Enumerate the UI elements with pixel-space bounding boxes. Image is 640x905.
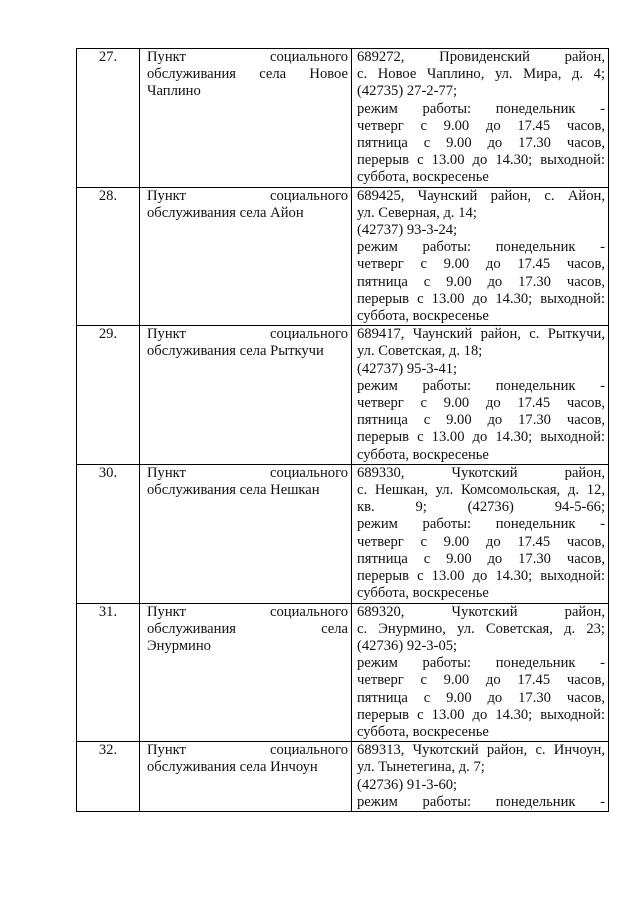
address-line: 689313, Чукотский район, с. Инчоун, (357, 742, 605, 759)
row-number: 32. (77, 742, 140, 812)
table-row (77, 49, 609, 188)
row-number: 30. (77, 464, 140, 603)
address-and-schedule (352, 742, 609, 812)
service-point-name (140, 187, 352, 326)
address-line: (42736) 91-3-60; (357, 776, 458, 793)
name-line: Пункт социального (147, 603, 348, 620)
name-line: обслуживания села Нешкан (147, 482, 320, 499)
name-line: Пункт социального (147, 326, 348, 343)
address-and-schedule (352, 603, 609, 742)
row-number: 28. (77, 187, 140, 326)
address-line: четверг с 9.00 до 17.45 часов, (357, 672, 605, 689)
address-line: (42735) 27-2-77; (357, 83, 458, 100)
address-line: четверг с 9.00 до 17.45 часов, (357, 395, 605, 412)
address-line: (42736) 92-3-05; (357, 637, 458, 654)
table-row (77, 187, 609, 326)
row-number: 31. (77, 603, 140, 742)
address-line: режим работы: понедельник - (357, 516, 605, 533)
address-line: с. Энурмино, ул. Советская, д. 23; (357, 620, 605, 637)
address-line: четверг с 9.00 до 17.45 часов, (357, 533, 605, 550)
address-line: суббота, воскресенье (357, 169, 489, 186)
name-line: обслуживания села Инчоун (147, 759, 318, 776)
address-and-schedule (352, 464, 609, 603)
name-line: Пункт социального (147, 742, 348, 759)
table-row (77, 326, 609, 465)
address-line: четверг с 9.00 до 17.45 часов, (357, 117, 605, 134)
address-line: четверг с 9.00 до 17.45 часов, (357, 256, 605, 273)
address-line: пятница с 9.00 до 17.30 часов, (357, 273, 605, 290)
service-point-name (140, 464, 352, 603)
row-number: 29. (77, 326, 140, 465)
address-line: ул. Северная, д. 14; (357, 204, 477, 221)
address-line: пятница с 9.00 до 17.30 часов, (357, 412, 605, 429)
address-and-schedule (352, 187, 609, 326)
address-line: кв. 9; (42736) 94-5-66; (357, 499, 605, 516)
address-line: перерыв с 13.00 до 14.30; выходной: (357, 706, 605, 723)
name-line: обслуживания села Новое (147, 66, 348, 83)
service-point-name (140, 742, 352, 812)
table-row (77, 742, 609, 812)
table-body (77, 49, 609, 812)
table-row (77, 464, 609, 603)
address-and-schedule (352, 49, 609, 188)
address-line: 689425, Чаунский район, с. Айон, (357, 187, 605, 204)
service-point-name (140, 49, 352, 188)
address-line: суббота, воскресенье (357, 446, 489, 463)
address-line: ул. Советская, д. 18; (357, 343, 483, 360)
service-point-name (140, 603, 352, 742)
table-row (77, 603, 609, 742)
address-line: 689320, Чукотский район, (357, 603, 605, 620)
service-point-name (140, 326, 352, 465)
address-line: ул. Тынетегина, д. 7; (357, 759, 485, 776)
address-line: пятница с 9.00 до 17.30 часов, (357, 135, 605, 152)
name-line: обслуживания села Айон (147, 204, 304, 221)
address-line: перерыв с 13.00 до 14.30; выходной: (357, 429, 605, 446)
address-line: 689272, Провиденский район, (357, 49, 605, 65)
name-line: обслуживания села Рыткучи (147, 343, 324, 360)
address-line: пятница с 9.00 до 17.30 часов, (357, 550, 605, 567)
address-line: суббота, воскресенье (357, 723, 489, 740)
name-line: Энурмино (147, 637, 211, 654)
address-line: суббота, воскресенье (357, 585, 489, 602)
address-line: (42737) 93-3-24; (357, 222, 458, 239)
address-line: с. Новое Чаплино, ул. Мира, д. 4; (357, 66, 605, 83)
row-number: 27. (77, 49, 140, 188)
address-line: суббота, воскресенье (357, 308, 489, 325)
name-line: Пункт социального (147, 464, 348, 481)
address-line: 689417, Чаунский район, с. Рыткучи, (357, 326, 605, 343)
name-line: Пункт социального (147, 49, 348, 65)
address-line: с. Нешкан, ул. Комсомольская, д. 12, (357, 482, 605, 499)
address-line: режим работы: понедельник - (357, 239, 605, 256)
address-line: 689330, Чукотский район, (357, 464, 605, 481)
address-line: (42737) 95-3-41; (357, 360, 458, 377)
name-line: Пункт социального (147, 187, 348, 204)
address-line: режим работы: понедельник - (357, 377, 605, 394)
address-line: режим работы: понедельник - (357, 100, 605, 117)
address-line: перерыв с 13.00 до 14.30; выходной: (357, 568, 605, 585)
name-line: обслуживания села (147, 620, 348, 637)
address-line: перерыв с 13.00 до 14.30; выходной: (357, 290, 605, 307)
address-and-schedule (352, 326, 609, 465)
social-service-points-table (76, 48, 609, 812)
name-line: Чаплино (147, 83, 201, 100)
address-line: режим работы: понедельник - (357, 793, 605, 810)
address-line: режим работы: понедельник - (357, 655, 605, 672)
address-line: пятница с 9.00 до 17.30 часов, (357, 689, 605, 706)
address-line: перерыв с 13.00 до 14.30; выходной: (357, 152, 605, 169)
